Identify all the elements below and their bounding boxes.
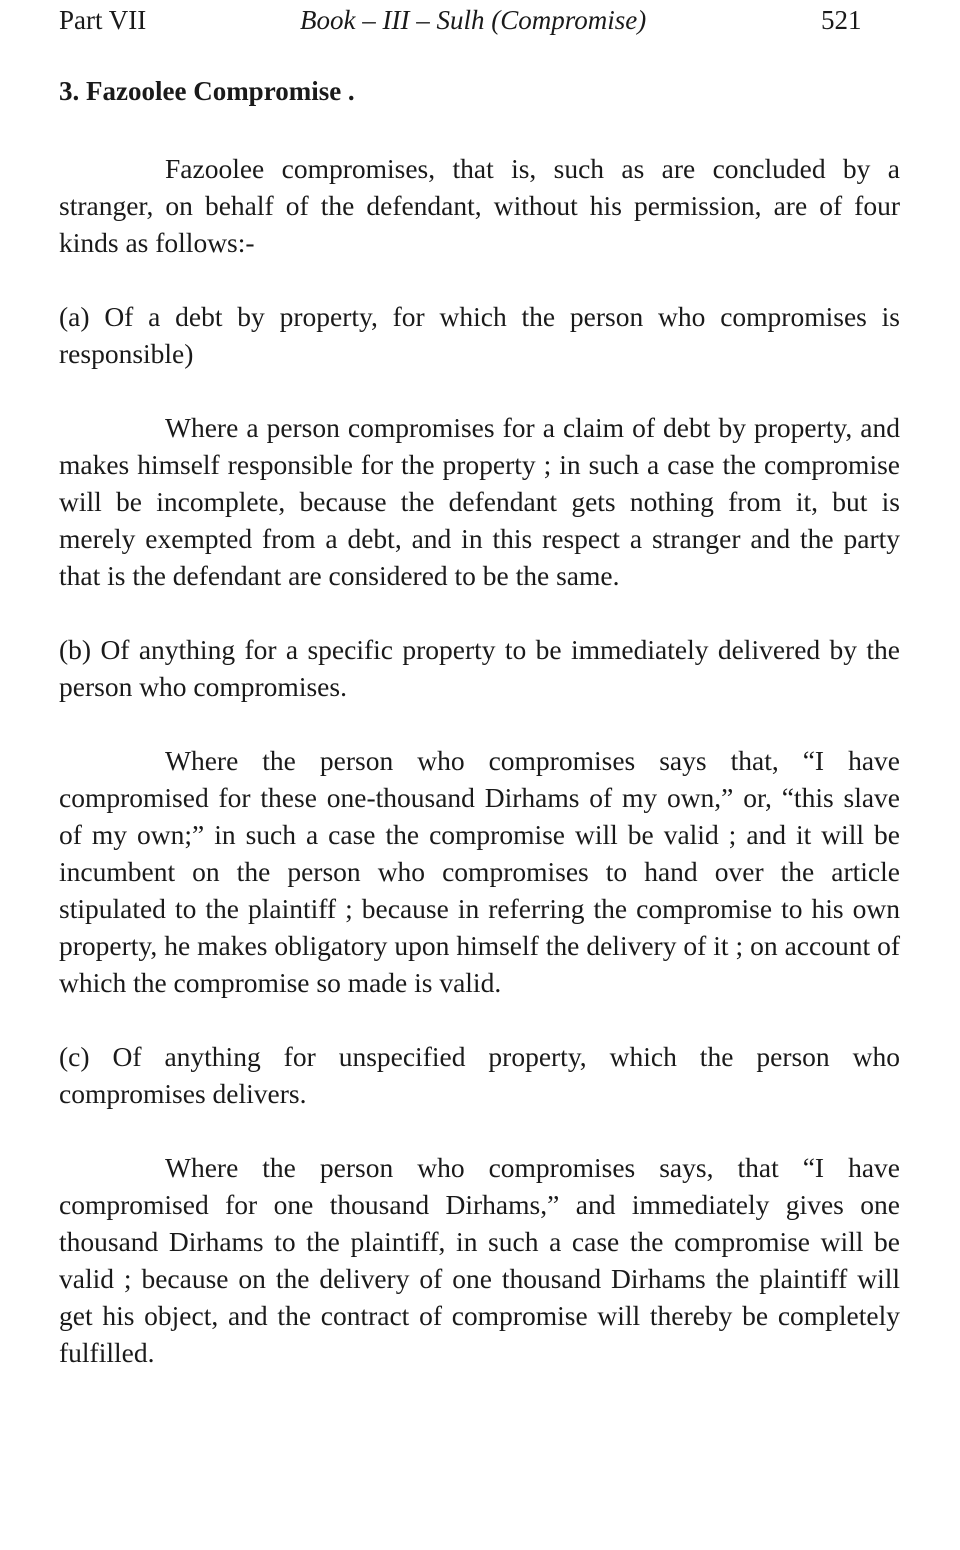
- clause-c-body: Where the person who compromises says, that “I have compromised for one thousand Dirhams,” and immediately gives one thousand Dirhams to the plaintiff, in such a case the compromise will be valid ; because on the delivery of one thousand Dirhams the plaintiff will get his object, and the contract of compromise will thereby be completely fulfilled.: [59, 1152, 900, 1368]
- book-title: Book – III – Sulh (Compromise): [300, 5, 647, 35]
- clause-c-heading: (c) Of anything for unspecified property, which the person who compromises delivers.: [59, 1041, 900, 1109]
- running-header: [59, 0, 900, 40]
- intro-paragraph: Fazoolee compromises, that is, such as are concluded by a stranger, on behalf of the defendant, without his permission, are of four kinds as follows:-: [59, 153, 900, 258]
- page-number: 521: [821, 5, 862, 35]
- document-page: [59, 0, 900, 1368]
- body-text: [59, 150, 900, 1408]
- clause-a-heading: (a) Of a debt by property, for which the person who compromises is responsible): [59, 301, 900, 369]
- part-label: Part VII: [59, 5, 147, 35]
- clause-b-heading: (b) Of anything for a specific property to be immediately delivered by the person who compromises.: [59, 634, 900, 702]
- clause-a-body: Where a person compromises for a claim of debt by property, and makes himself responsible for the property ; in such a case the compromise will be incomplete, because the defendant gets nothing from it, but is merely exempted from a debt, and in this respect a stranger and the party that is the defendant are considered to be the same.: [59, 412, 900, 591]
- section-heading: 3. Fazoolee Compromise .: [59, 76, 355, 106]
- clause-b-body: Where the person who compromises says that, “I have compromised for these one-thousand Dirhams of my own,” or, “this slave of my own;” in such a case the compromise will be valid ; and it will be incumbent on the person who compromises to hand over the article stipulated to the plaintiff ; because in referring the compromise to his own property, he makes obligatory upon himself the delivery of it ; on account of which the compromise so made is valid.: [59, 745, 900, 998]
